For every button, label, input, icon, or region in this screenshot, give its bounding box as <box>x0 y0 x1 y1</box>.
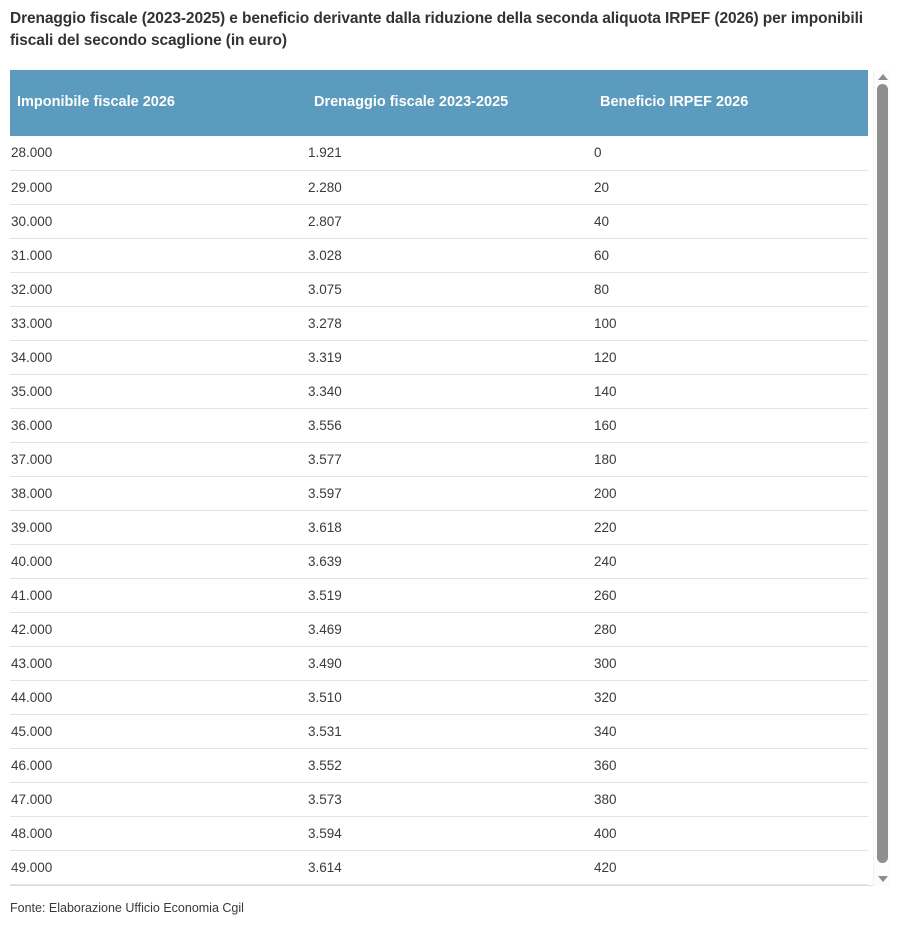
table-row <box>10 850 868 884</box>
table-cell: 3.278 <box>307 306 593 340</box>
table-cell: 3.319 <box>307 340 593 374</box>
table-cell: 3.594 <box>307 816 593 850</box>
table-row <box>10 612 868 646</box>
column-header-drenaggio[interactable]: Drenaggio fiscale 2023-2025 <box>307 70 593 136</box>
table-cell: 33.000 <box>10 306 307 340</box>
table-cell: 3.490 <box>307 646 593 680</box>
table-body <box>10 136 868 884</box>
table-cell: 380 <box>593 782 868 816</box>
table-cell: 31.000 <box>10 238 307 272</box>
table-cell: 46.000 <box>10 748 307 782</box>
table-cell: 20 <box>593 170 868 204</box>
table-cell: 2.280 <box>307 170 593 204</box>
table-row <box>10 340 868 374</box>
table-row <box>10 136 868 170</box>
table-cell: 3.075 <box>307 272 593 306</box>
table-cell: 340 <box>593 714 868 748</box>
table-row <box>10 544 868 578</box>
table-cell: 42.000 <box>10 612 307 646</box>
table-cell: 37.000 <box>10 442 307 476</box>
table-cell: 220 <box>593 510 868 544</box>
table-cell: 60 <box>593 238 868 272</box>
page-title: Drenaggio fiscale (2023-2025) e beneficio derivante dalla riduzione della seconda aliquota IRPEF (2026) per imponibili fiscali del secondo scaglione (in euro) <box>10 10 864 49</box>
table-row <box>10 306 868 340</box>
table-cell: 3.469 <box>307 612 593 646</box>
triangle-up-icon <box>878 74 888 80</box>
table-cell: 30.000 <box>10 204 307 238</box>
table-cell: 180 <box>593 442 868 476</box>
scrollbar-track[interactable] <box>874 84 891 872</box>
table-cell: 3.597 <box>307 476 593 510</box>
table-cell: 34.000 <box>10 340 307 374</box>
table-cell: 43.000 <box>10 646 307 680</box>
scroll-down-button[interactable] <box>874 872 891 886</box>
table-row <box>10 272 868 306</box>
table-cell: 320 <box>593 680 868 714</box>
table-cell: 240 <box>593 544 868 578</box>
table-cell: 36.000 <box>10 408 307 442</box>
table-cell: 45.000 <box>10 714 307 748</box>
table-cell: 280 <box>593 612 868 646</box>
source-note: Fonte: Elaborazione Ufficio Economia Cgil <box>10 901 244 915</box>
table-cell: 3.340 <box>307 374 593 408</box>
table-cell: 3.618 <box>307 510 593 544</box>
table-cell: 3.639 <box>307 544 593 578</box>
table-cell: 260 <box>593 578 868 612</box>
table-cell: 32.000 <box>10 272 307 306</box>
table-row <box>10 170 868 204</box>
scroll-up-button[interactable] <box>874 70 891 84</box>
table-cell: 2.807 <box>307 204 593 238</box>
table-cell: 0 <box>593 136 868 170</box>
table-cell: 44.000 <box>10 680 307 714</box>
table-cell: 3.552 <box>307 748 593 782</box>
table-row <box>10 714 868 748</box>
table-row <box>10 408 868 442</box>
table-cell: 41.000 <box>10 578 307 612</box>
table-cell: 3.614 <box>307 850 593 884</box>
table-row <box>10 646 868 680</box>
data-table-container <box>10 70 890 886</box>
column-header-beneficio[interactable]: Beneficio IRPEF 2026 <box>593 70 868 136</box>
table-cell: 3.028 <box>307 238 593 272</box>
table-row <box>10 374 868 408</box>
column-header-imponibile[interactable]: Imponibile fiscale 2026 <box>10 70 307 136</box>
table-cell: 420 <box>593 850 868 884</box>
table-cell: 3.510 <box>307 680 593 714</box>
table-cell: 47.000 <box>10 782 307 816</box>
scrollbar-thumb[interactable] <box>877 84 888 863</box>
table-cell: 3.556 <box>307 408 593 442</box>
table-row <box>10 204 868 238</box>
triangle-down-icon <box>878 876 888 882</box>
table-cell: 35.000 <box>10 374 307 408</box>
table-row <box>10 680 868 714</box>
table-cell: 28.000 <box>10 136 307 170</box>
table-cell: 160 <box>593 408 868 442</box>
table-row <box>10 476 868 510</box>
vertical-scrollbar[interactable] <box>873 70 890 886</box>
table-cell: 3.573 <box>307 782 593 816</box>
table-cell: 140 <box>593 374 868 408</box>
table-cell: 49.000 <box>10 850 307 884</box>
data-table <box>10 70 868 885</box>
table-cell: 400 <box>593 816 868 850</box>
table-cell: 40.000 <box>10 544 307 578</box>
table-header <box>10 70 868 136</box>
table-cell: 3.577 <box>307 442 593 476</box>
table-cell: 39.000 <box>10 510 307 544</box>
table-viewport <box>10 70 868 885</box>
table-cell: 29.000 <box>10 170 307 204</box>
table-cell: 300 <box>593 646 868 680</box>
table-header-row <box>10 70 868 136</box>
table-cell: 200 <box>593 476 868 510</box>
table-row <box>10 816 868 850</box>
table-row <box>10 782 868 816</box>
table-cell: 100 <box>593 306 868 340</box>
table-row <box>10 748 868 782</box>
table-cell: 120 <box>593 340 868 374</box>
table-row <box>10 442 868 476</box>
table-row <box>10 238 868 272</box>
table-row <box>10 510 868 544</box>
table-cell: 360 <box>593 748 868 782</box>
table-row <box>10 578 868 612</box>
table-cell: 40 <box>593 204 868 238</box>
table-cell: 1.921 <box>307 136 593 170</box>
table-cell: 38.000 <box>10 476 307 510</box>
table-cell: 80 <box>593 272 868 306</box>
table-cell: 3.519 <box>307 578 593 612</box>
table-cell: 48.000 <box>10 816 307 850</box>
table-cell: 3.531 <box>307 714 593 748</box>
